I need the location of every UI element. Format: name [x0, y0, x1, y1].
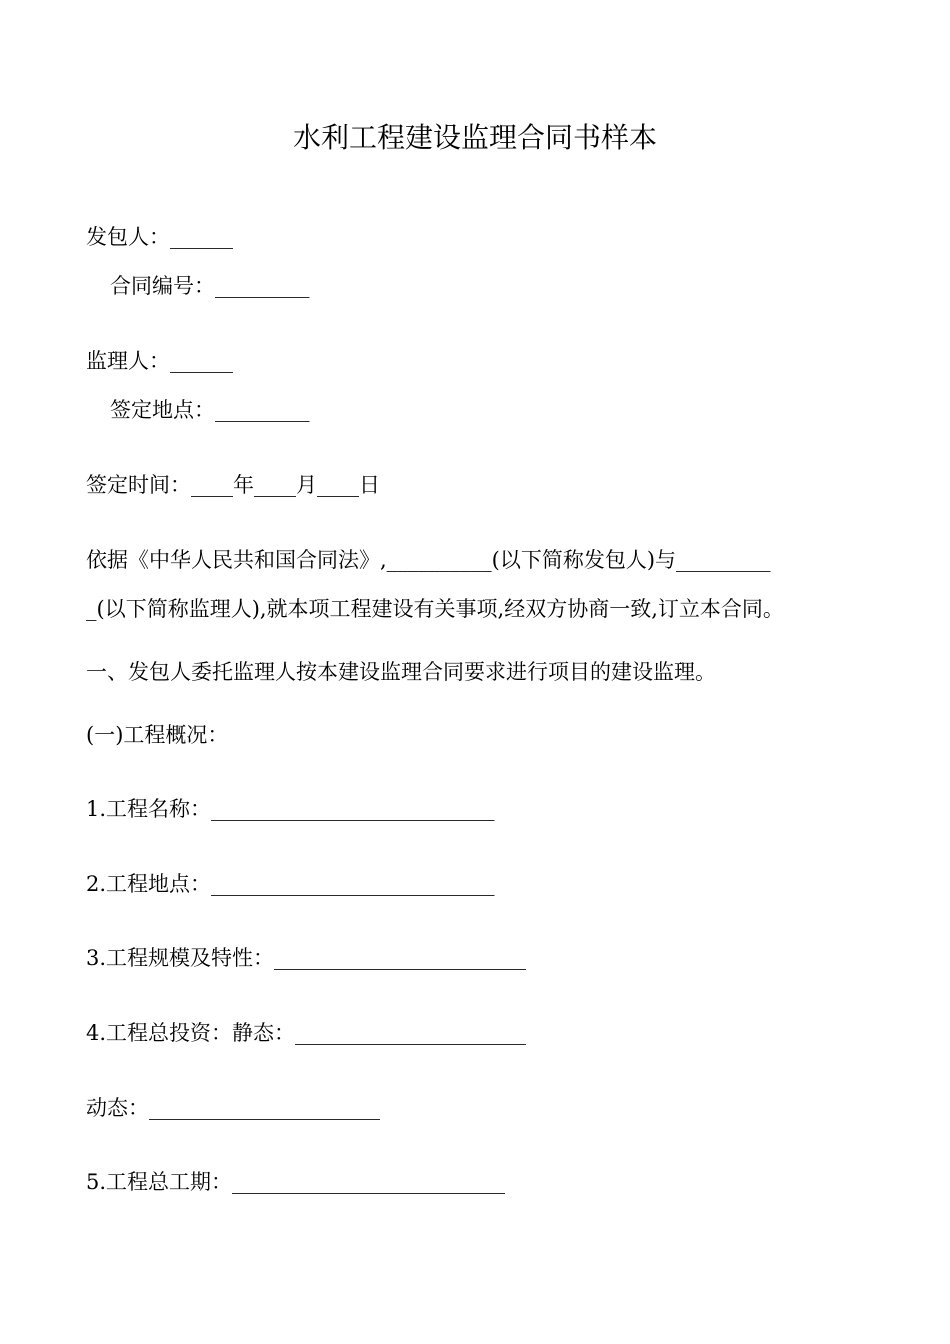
item-project-name: 1.工程名称：___________________________ [86, 797, 495, 821]
item-project-scale: 3.工程规模及特性：________________________ [86, 946, 527, 970]
item-investment-static: 4.工程总投资：静态：______________________ [86, 1021, 527, 1045]
contract-number-field: 合同编号：_________ [110, 274, 310, 298]
item-project-duration: 5.工程总工期：__________________________ [86, 1170, 506, 1194]
clause-1: 一、发包人委托监理人按本建设监理合同要求进行项目的建设监理。 [86, 660, 716, 684]
item-investment-dynamic: 动态：______________________ [86, 1096, 380, 1120]
section-project-overview: (一)工程概况： [86, 723, 229, 747]
intro-paragraph-line-1: 依据《中华人民共和国合同法》,__________(以下简称发包人)与_________ [86, 548, 771, 572]
sign-place-field: 签定地点：_________ [110, 398, 310, 422]
item-project-location: 2.工程地点：___________________________ [86, 872, 495, 896]
intro-paragraph-line-2: _(以下简称监理人),就本项工程建设有关事项,经双方协商一致,订立本合同。 [86, 597, 784, 621]
sign-time-field: 签定时间：____年____月____日 [86, 473, 380, 497]
employer-field: 发包人：______ [86, 225, 233, 249]
supervisor-field: 监理人：______ [86, 349, 233, 373]
document-title: 水利工程建设监理合同书样本 [292, 121, 657, 154]
